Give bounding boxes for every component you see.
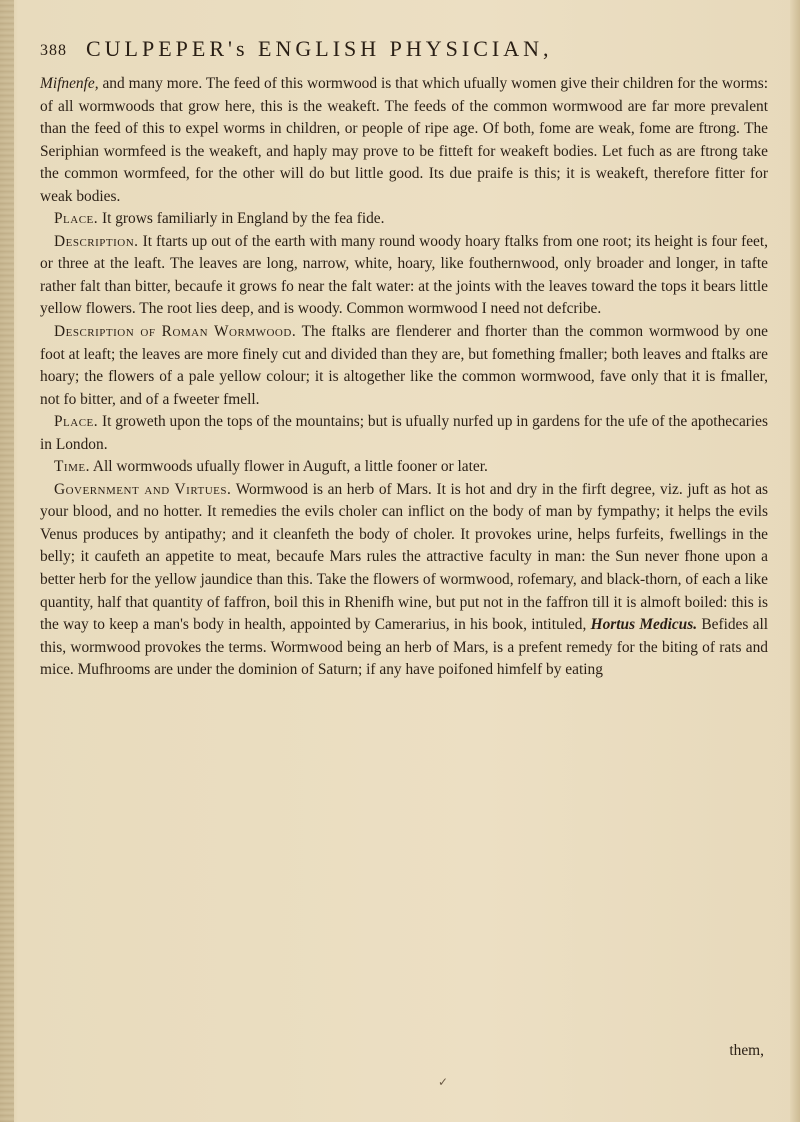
page-header — [40, 36, 770, 68]
paragraph — [40, 73, 768, 208]
page-outer-edge — [790, 0, 800, 1122]
paragraph — [40, 321, 768, 411]
paragraph — [40, 479, 768, 682]
section-heading: Place. — [54, 413, 99, 431]
paragraph-text: Wormwood is an herb of Mars. It is hot and dry in the firft degree, viz. juft as hot as your blood, and no hotter. It remedies the evils choler can inflict on the body of man by fympathy; it helps the evils Venus produces by antipathy; and it cleanfeth the body of choler. It provokes urine, helps furfeits, fwellings in the belly; it caufeth an appetite to meat, becaufe Mars rules the attractive faculty in man: the Sun never fhone upon a better herb for the yellow jaundice than this. Take the flowers of wormwood, rofemary, and black-thorn, of each a like quantity, half that quantity of faffron, boil this in Rhenifh wine, but put not in the faffron till it is almoft boiled: this is the way to keep a man's body in health, appointed by Camerarius, in his book, intituled, — [40, 480, 769, 634]
paragraph-text: It groweth upon the tops of the mountains; but is ufually nurfed up in gardens for the ufe of the apothecaries in London. — [40, 413, 768, 453]
catchword: them, — [729, 1042, 764, 1059]
paragraph-text: All wormwoods ufually flower in Auguft, a little fooner or later. — [89, 458, 488, 476]
section-heading: Place. — [54, 210, 99, 228]
paragraph-text: Mifnenfe, — [40, 75, 99, 92]
section-heading: Description of Roman Wormwood. — [54, 323, 297, 341]
paragraph-text: Hortus Medicus. — [590, 616, 698, 634]
running-head: CULPEPER's ENGLISH PHYSICIAN, — [86, 36, 553, 61]
paragraph-text: It grows familiarly in England by the fea fide. — [98, 210, 385, 228]
paragraph-text: and many more. The feed of this wormwood is that which ufually women give their children for the worms: of all wormwoods that grow here, this is the weakeft. The feeds of the common wormwood are far more prevalent than the feed of this to expel worms in children, or people of ripe age. Of both, fome are weak, fome are ftrong. The Seriphian wormfeed is the weakeft, and haply may prove to be fitteft for weakeft bodies. Let fuch as are ftrong take the common wormfeed, for the other will do but little good. Its due praife is this; it is weakeft, therefore fitter for weak bodies. — [40, 75, 768, 205]
paragraph-text: Befides all this, wormwood provokes the terms. Wormwood being an herb of Mars, is a prefent remedy for the biting of rats and mice. Mufhrooms are under the dominion of Saturn; if any have poifoned himfelf by eating — [40, 616, 769, 679]
body-text — [40, 73, 768, 682]
section-heading: Government and Virtues. — [54, 480, 232, 498]
paragraph — [40, 411, 768, 456]
page-binding-edge — [0, 0, 14, 1122]
paragraph-text: It ftarts up out of the earth with many round woody hoary ftalks from one root; its height is four feet, or three at the leaft. The leaves are long, narrow, white, hoary, like fouthernwood, only broader and longer, in tafte rather falt than bitter, becaufe it grows fo near the falt water: at the joints with the leaves toward the tops it bears little yellow flowers. The root lies deep, and is woody. Common wormwood I need not defcribe. — [40, 232, 768, 318]
page-number: 388 — [40, 42, 67, 59]
ink-mark: ✓ — [438, 1075, 449, 1089]
paragraph-text: The ftalks are flenderer and fhorter than the common wormwood by one foot at leaft; the leaves are more finely cut and divided than they are, but fomething fmaller; both leaves and ftalks are hoary; the flowers of a pale yellow colour; it is altogether like the common wormwood, fave only that it is fmaller, not fo bitter, and of a fweeter fmell. — [40, 323, 769, 408]
section-heading: Description. — [54, 232, 139, 250]
section-heading: Time. — [54, 458, 90, 476]
paragraph — [40, 231, 768, 321]
paragraph — [40, 456, 768, 479]
paragraph — [40, 208, 768, 231]
